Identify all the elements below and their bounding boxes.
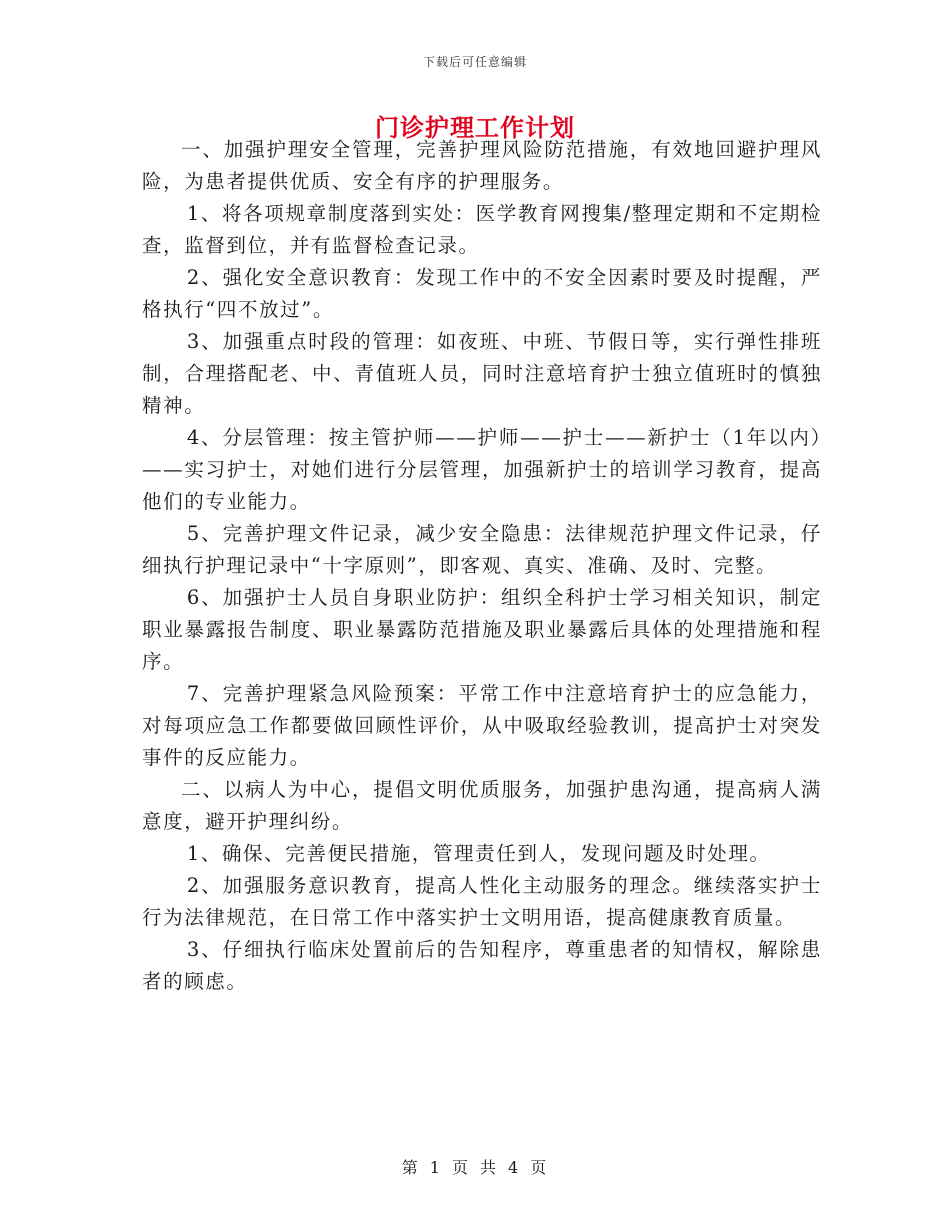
paragraph-item-2: 2、强化安全意识教育：发现工作中的不安全因素时要及时提醒，严格执行“四不放过”。: [142, 266, 822, 321]
paragraph-item-1: 1、将各项规章制度落到实处：医学教育网搜集/整理定期和不定期检查，监督到位，并有监督检查记录。: [142, 202, 822, 257]
paragraph-item-9: 2、加强服务意识教育，提高人性化主动服务的理念。继续落实护士行为法律规范，在日常工作中落实护士文明用语，提高健康教育质量。: [142, 874, 822, 929]
paragraph-item-7: 7、完善护理紧急风险预案：平常工作中注意培育护士的应急能力，对每项应急工作都要做回顾性评价，从中吸取经验教训，提高护士对突发事件的反应能力。: [142, 682, 822, 769]
paragraph-item-8: 1、确保、完善便民措施，管理责任到人，发现问题及时处理。: [186, 842, 771, 865]
current-page-number: 1: [429, 1158, 442, 1177]
paragraph-item-3: 3、加强重点时段的管理：如夜班、中班、节假日等，实行弹性排班制，合理搭配老、中、青值班人员，同时注意培育护士独立值班时的慎独精神。: [142, 330, 822, 417]
paragraph-item-6: 6、加强护士人员自身职业防护：组织全科护士学习相关知识，制定职业暴露报告制度、职业暴露防范措施及职业暴露后具体的处理措施和程序。: [142, 586, 822, 673]
footer-suffix: 页: [530, 1158, 549, 1177]
footer-page-label: 页: [451, 1158, 470, 1177]
footer-total-label: 共: [480, 1158, 499, 1177]
paragraph-item-4: 4、分层管理：按主管护师——护师——护士——新护士（1年以内）——实习护士，对她们进行分层管理，加强新护士的培训学习教育，提高他们的专业能力。: [142, 426, 822, 513]
page-footer: [0, 1155, 950, 1178]
paragraph-item-5: 5、完善护理文件记录，减少安全隐患：法律规范护理文件记录，仔细执行护理记录中“十字原则”，即客观、真实、准确、及时、完整。: [142, 522, 822, 577]
footer-prefix: 第: [401, 1158, 420, 1177]
total-pages-number: 4: [508, 1158, 521, 1177]
section-heading-1: 一、加强护理安全管理，完善护理风险防范措施，有效地回避护理风险，为患者提供优质、安全有序的护理服务。: [142, 138, 822, 193]
header-note: 下载后可任意编辑: [422, 55, 527, 69]
document-body: [142, 134, 822, 998]
document-title: 门诊护理工作计划: [375, 113, 575, 142]
section-heading-2: 二、以病人为中心，提倡文明优质服务，加强护患沟通，提高病人满意度，避开护理纠纷。: [142, 778, 822, 833]
paragraph-item-10: 3、仔细执行临床处置前后的告知程序，尊重患者的知情权，解除患者的顾虑。: [142, 938, 822, 993]
